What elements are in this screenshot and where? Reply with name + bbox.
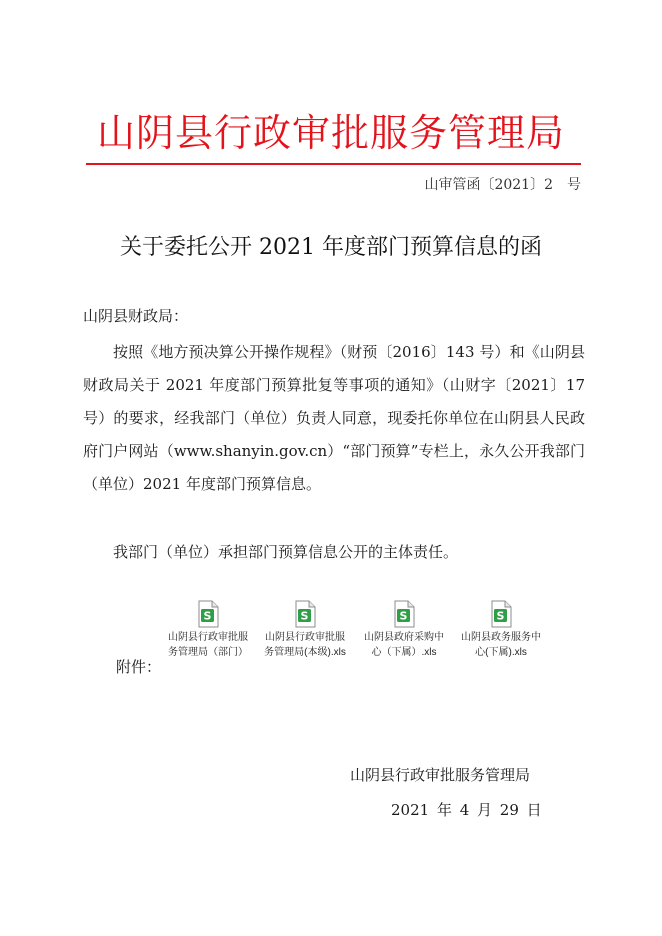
- document-title: 关于委托公开 2021 年度部门预算信息的函: [120, 235, 542, 260]
- svg-text:S: S: [300, 609, 309, 623]
- svg-text:S: S: [399, 609, 408, 623]
- attachment-list: [160, 600, 560, 664]
- attachment-name-line2: 心（下属）.xls: [371, 647, 437, 658]
- attachment-item[interactable]: [160, 600, 256, 660]
- spreadsheet-file-icon[interactable]: [490, 600, 512, 628]
- letterhead-red-rule: [86, 163, 581, 165]
- attachment-name-line1: 山阴县政务服务中: [461, 632, 541, 643]
- letterhead-organization: 山阴县行政审批服务管理局: [96, 111, 565, 155]
- attachment-name-line1: 山阴县行政审批服: [265, 632, 345, 643]
- svg-text:S: S: [203, 609, 212, 623]
- attachment-item[interactable]: [453, 600, 549, 660]
- attachment-name-line1: 山阴县行政审批服: [168, 632, 248, 643]
- spreadsheet-file-icon[interactable]: [393, 600, 415, 628]
- attachments-label: 附件：: [116, 658, 162, 676]
- spreadsheet-file-icon[interactable]: [294, 600, 316, 628]
- attachment-item[interactable]: [356, 600, 452, 660]
- attachment-item[interactable]: [257, 600, 353, 660]
- attachment-name-line2: 心(下属).xls: [475, 647, 527, 658]
- signature-date: 2021 年 4 月 29 日: [391, 801, 542, 819]
- body-paragraph-2: 我部门（单位）承担部门预算信息公开的主体责任。: [113, 543, 459, 561]
- spreadsheet-file-icon[interactable]: [197, 600, 219, 628]
- attachment-name-line2: 务管理局(本级).xls: [264, 647, 346, 658]
- svg-text:S: S: [496, 609, 505, 623]
- attachment-name-line2: 务管理局（部门）: [168, 647, 248, 658]
- body-paragraph-1: 按照《地方预决算公开操作规程》（财预〔2016〕143 号）和《山阴县财政局关于 2021 年度部门预算批复等事项的通知》（山财字〔2021〕17 号）的要求，经我部门（单位）负责人同意，现委托你单位在山阴县人民政府门户网站（www.shanyin.gov.cn）“部门预算”专栏上，永久公开我部门（单位）2021 年度部门预算信息。: [83, 343, 585, 493]
- signature-organization: 山阴县行政审批服务管理局: [350, 766, 531, 784]
- attachment-name-line1: 山阴县政府采购中: [364, 632, 444, 643]
- document-number: 山审管函〔2021〕2 号: [424, 177, 581, 193]
- recipient: 山阴县财政局：: [83, 307, 189, 325]
